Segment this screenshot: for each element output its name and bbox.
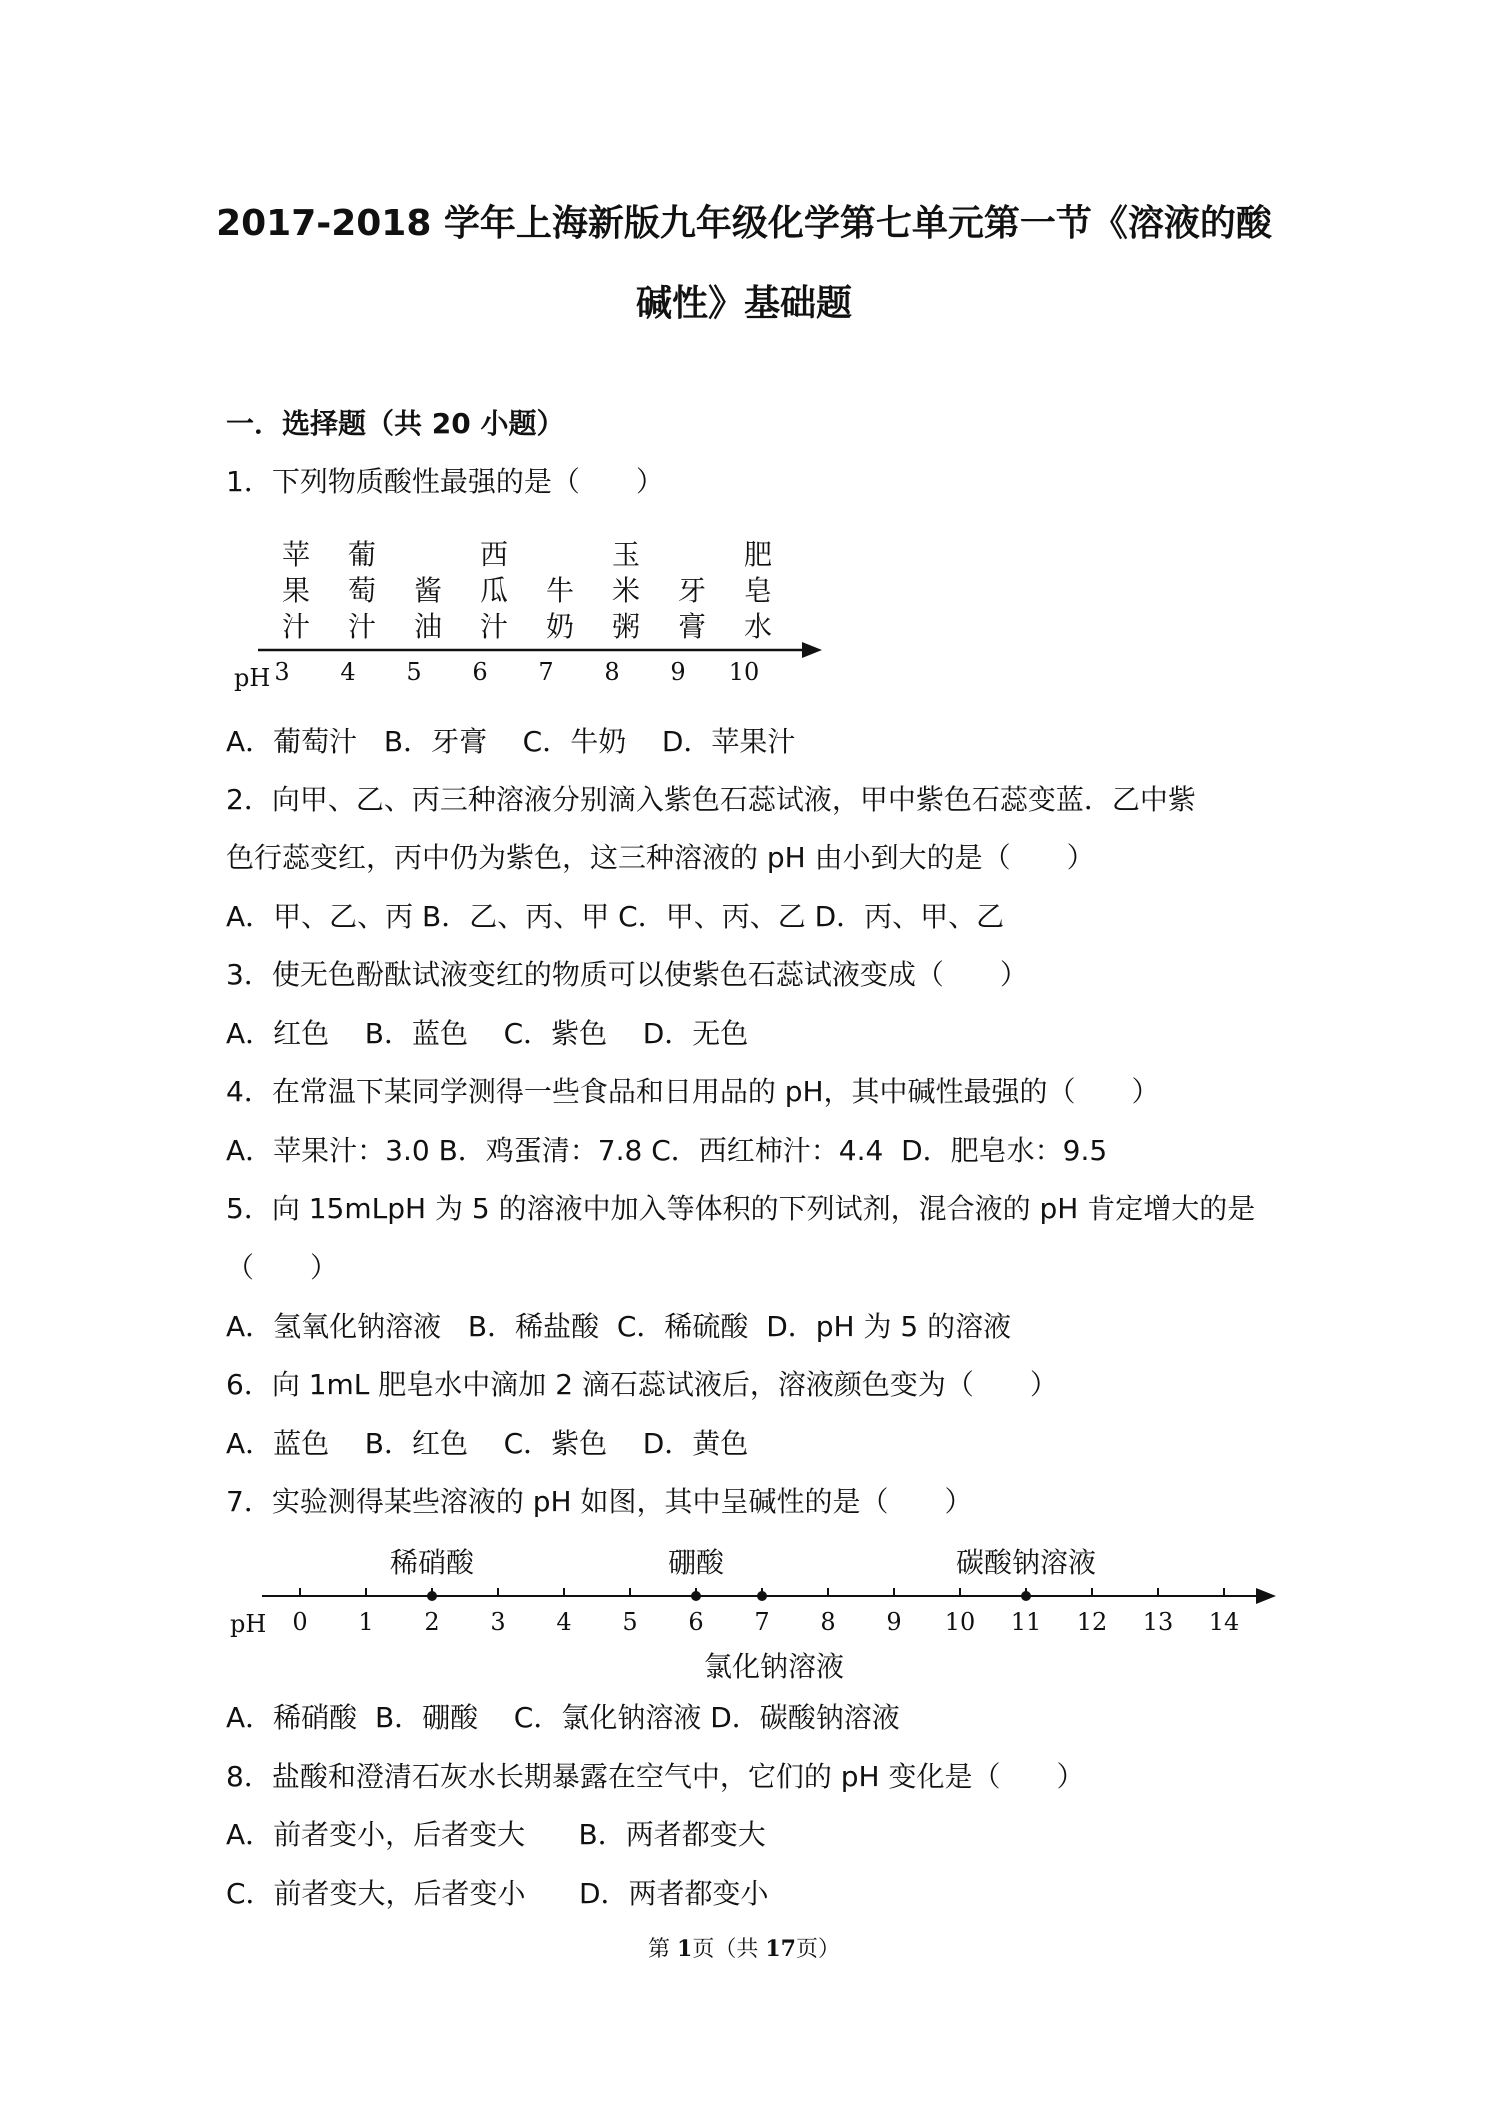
title-line-1: 2017-2018 学年上海新版九年级化学第七单元第一节《溶液的酸 <box>216 203 1272 244</box>
fig1-item-label: 葡 <box>347 538 377 571</box>
question-6-options: A．蓝色 B．红色 C．紫色 D．黄色 <box>226 1427 749 1460</box>
fig2-axis-arrow <box>1256 1588 1276 1604</box>
fig2-axis-label: pH <box>230 1610 267 1638</box>
fig2-tick-label: 3 <box>490 1608 506 1636</box>
fig1-item-label: 米 <box>611 574 641 607</box>
fig1-item-label: 皂 <box>743 574 773 607</box>
question-4-options: A．苹果汁：3.0 B．鸡蛋清：7.8 C．西红柿汁：4.4 D．肥皂水：9.5 <box>226 1134 1108 1167</box>
fig2-tick-label: 7 <box>754 1608 770 1636</box>
fig2-data-point <box>427 1591 437 1601</box>
fig2-point-label: 碳酸钠溶液 <box>955 1546 1097 1579</box>
fig2-tick-label: 13 <box>1142 1608 1174 1636</box>
fig1-item-label: 牙 <box>677 574 707 607</box>
fig1-item-label: 汁 <box>347 610 377 643</box>
fig2-data-point <box>1021 1591 1031 1601</box>
fig1-item-label: 粥 <box>611 610 641 643</box>
fig1-tick-label: 9 <box>670 658 686 686</box>
fig1-axis-arrow <box>802 642 822 658</box>
fig1-item-label: 奶 <box>545 610 575 643</box>
question-8-stem: 8．盐酸和澄清石灰水长期暴露在空气中，它们的 pH 变化是（ ） <box>226 1760 1085 1793</box>
fig1-item-label: 牛 <box>545 574 575 607</box>
fig2-point-label: 氯化钠溶液 <box>703 1650 845 1683</box>
fig2-data-point <box>691 1591 701 1601</box>
question-5-options: A．氢氧化钠溶液 B．稀盐酸 C．稀硫酸 D．pH 为 5 的溶液 <box>226 1310 1012 1343</box>
question-2-stem-line-1: 2．向甲、乙、丙三种溶液分别滴入紫色石蕊试液，甲中紫色石蕊变蓝．乙中紫 <box>226 783 1196 816</box>
fig1-item-label: 玉 <box>611 538 641 571</box>
fig2-point-label: 硼酸 <box>667 1546 725 1579</box>
question-1-stem: 1．下列物质酸性最强的是（ ） <box>226 465 664 498</box>
fig2-tick-label: 11 <box>1010 1608 1042 1636</box>
question-8-options-line-2: C．前者变大，后者变小 D．两者都变小 <box>226 1877 769 1910</box>
footer-prefix: 第 <box>648 1937 678 1962</box>
fig1-tick-label: 4 <box>340 658 356 686</box>
question-5-stem-line-2: （ ） <box>226 1251 339 1284</box>
title-line-2: 碱性》基础题 <box>635 283 852 324</box>
question-3-stem: 3．使无色酚酞试液变红的物质可以使紫色石蕊试液变成（ ） <box>226 958 1028 991</box>
question-3-options: A．红色 B．蓝色 C．紫色 D．无色 <box>226 1017 749 1050</box>
fig2-point-label: 稀硝酸 <box>389 1546 475 1579</box>
fig1-item-label: 西 <box>479 538 509 571</box>
fig1-tick-label: 3 <box>274 658 290 686</box>
fig1-item-label: 酱 <box>413 574 443 607</box>
fig1-item-label: 汁 <box>479 610 509 643</box>
fig1-item-label: 萄 <box>347 574 377 607</box>
fig2-tick-label: 6 <box>688 1608 704 1636</box>
question-6-stem: 6．向 1mL 肥皂水中滴加 2 滴石蕊试液后，溶液颜色变为（ ） <box>226 1368 1058 1401</box>
fig1-tick-label: 6 <box>472 658 488 686</box>
fig1-item-label: 瓜 <box>479 574 509 607</box>
fig1-item-label: 苹 <box>281 538 311 571</box>
footer-middle: 页（共 <box>692 1937 766 1962</box>
fig2-tick-label: 10 <box>944 1608 976 1636</box>
fig1-tick-label: 5 <box>406 658 422 686</box>
fig2-tick-label: 2 <box>424 1608 440 1636</box>
fig1-item-label: 油 <box>413 610 443 643</box>
fig2-tick-label: 1 <box>358 1608 374 1636</box>
question-8-options-line-1: A．前者变小，后者变大 B．两者都变大 <box>226 1818 766 1851</box>
fig2-tick-label: 14 <box>1208 1608 1240 1636</box>
fig2-tick-label: 0 <box>292 1608 308 1636</box>
question-2-options: A．甲、乙、丙 B．乙、丙、甲 C．甲、丙、乙 D．丙、甲、乙 <box>226 900 1005 933</box>
fig2-data-point <box>757 1591 767 1601</box>
footer-suffix: 页） <box>795 1937 840 1962</box>
fig1-axis-label: pH <box>234 664 271 692</box>
fig1-item-label: 膏 <box>677 610 707 643</box>
section-heading: 一．选择题（共 20 小题） <box>226 407 565 440</box>
fig2-tick-label: 4 <box>556 1608 572 1636</box>
fig1-item-label: 汁 <box>281 610 311 643</box>
fig2-tick-label: 5 <box>622 1608 638 1636</box>
fig1-item-label: 果 <box>281 574 311 607</box>
footer-page-number: 1 <box>677 1936 693 1962</box>
question-4-stem: 4．在常温下某同学测得一些食品和日用品的 pH，其中碱性最强的（ ） <box>226 1075 1160 1108</box>
page-footer <box>0 1932 1488 1963</box>
question-1-options: A．葡萄汁 B．牙膏 C．牛奶 D．苹果汁 <box>226 725 796 758</box>
question-2-stem-line-2: 色行蕊变红，丙中仍为紫色，这三种溶液的 pH 由小到大的是（ ） <box>226 841 1095 874</box>
fig2-tick-label: 9 <box>886 1608 902 1636</box>
fig1-item-label: 水 <box>743 610 773 643</box>
question-5-stem-line-1: 5．向 15mLpH 为 5 的溶液中加入等体积的下列试剂，混合液的 pH 肯定增大的是 <box>226 1192 1256 1225</box>
fig1-item-label: 肥 <box>743 538 773 571</box>
question-7-options: A．稀硝酸 B．硼酸 C．氯化钠溶液 D．碳酸钠溶液 <box>226 1701 900 1734</box>
fig1-tick-label: 8 <box>604 658 620 686</box>
footer-total-pages: 17 <box>765 1936 796 1962</box>
question-7-stem: 7．实验测得某些溶液的 pH 如图，其中呈碱性的是（ ） <box>226 1485 973 1518</box>
fig1-tick-label: 10 <box>728 658 760 686</box>
fig2-tick-label: 8 <box>820 1608 836 1636</box>
fig1-tick-label: 7 <box>538 658 554 686</box>
fig2-tick-label: 12 <box>1076 1608 1108 1636</box>
